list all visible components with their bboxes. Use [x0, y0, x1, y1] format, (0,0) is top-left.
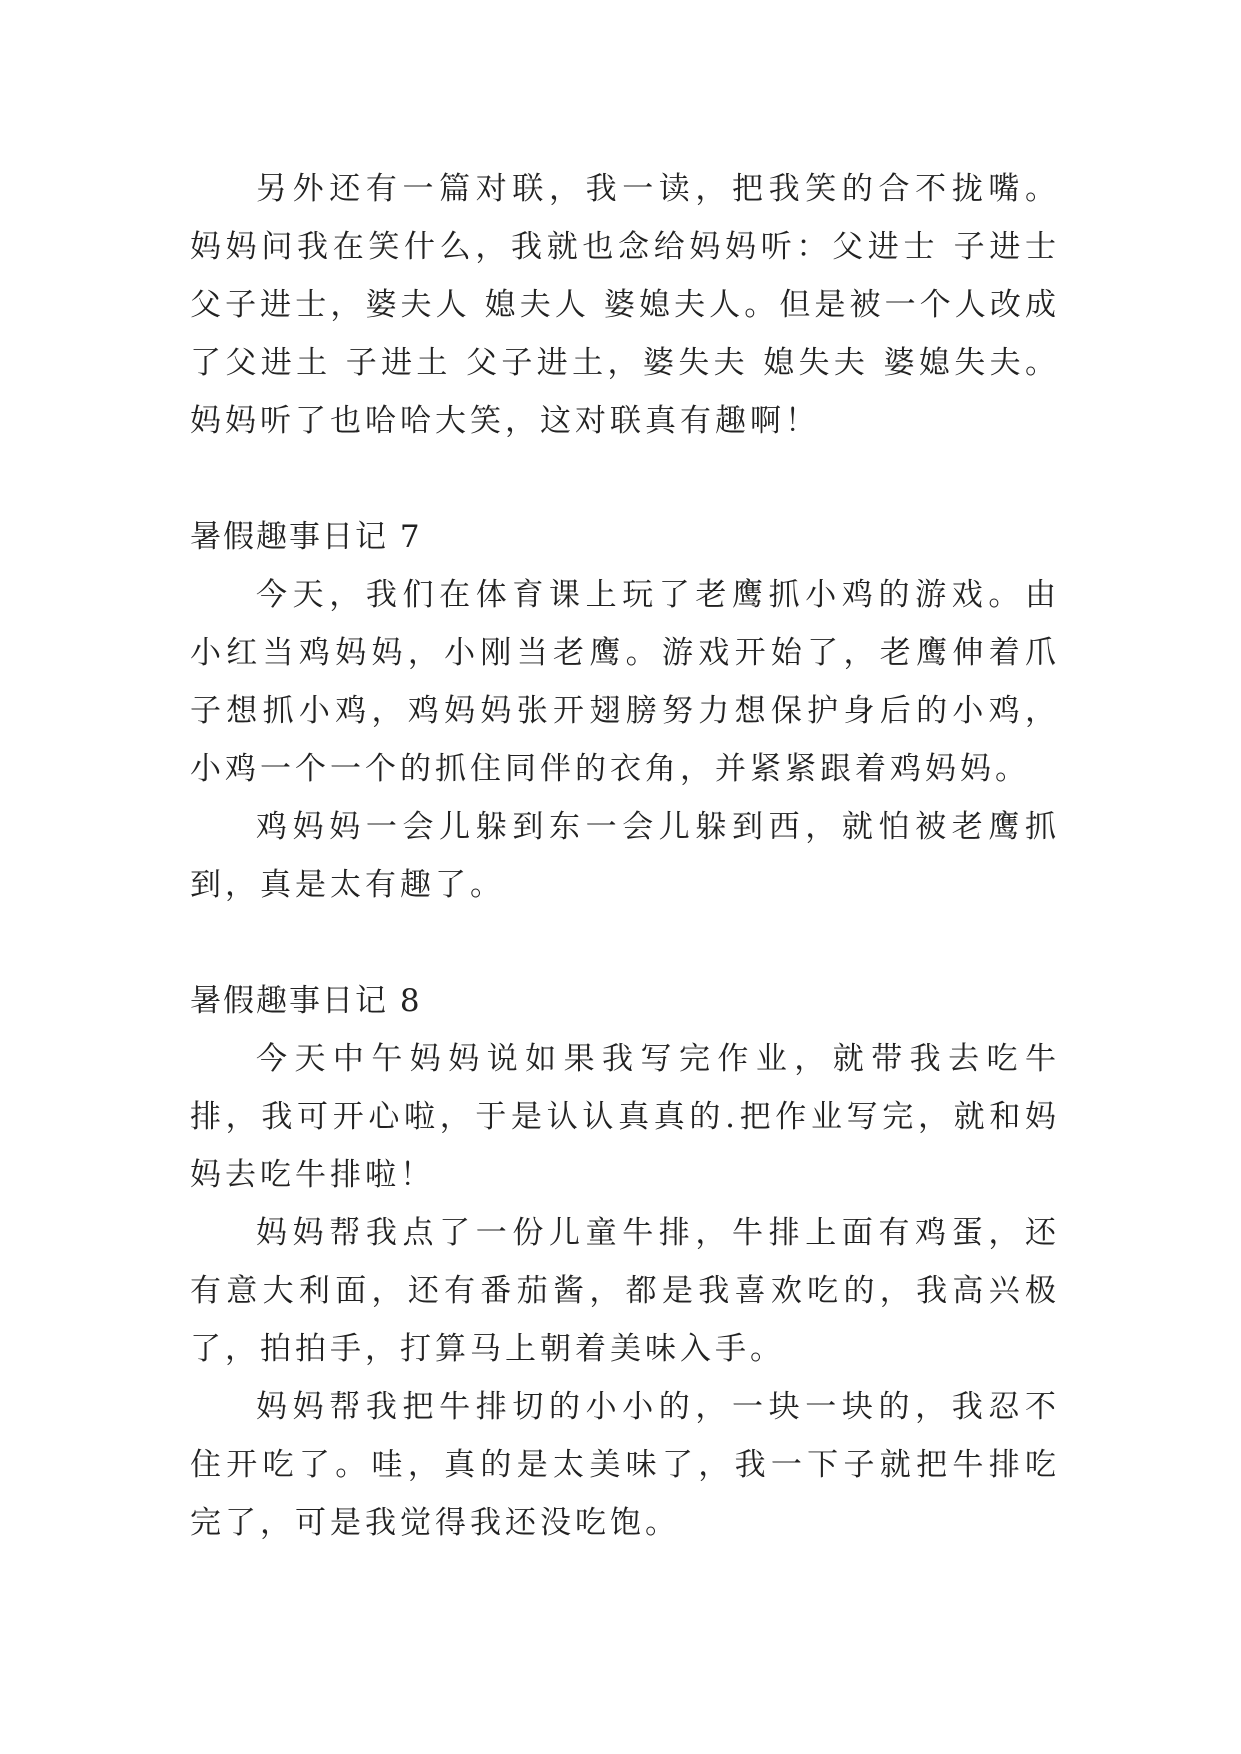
document-body	[190, 160, 1060, 1552]
diary-8-paragraph-3: 妈妈帮我把牛排切的小小的，一块一块的，我忍不住开吃了。哇，真的是太美味了，我一下子就把牛排吃完了，可是我觉得我还没吃饱。	[190, 1389, 1060, 1541]
diary-7-paragraph-1: 今天，我们在体育课上玩了老鹰抓小鸡的游戏。由小红当鸡妈妈，小刚当老鹰。游戏开始了，老鹰伸着爪子想抓小鸡，鸡妈妈张开翅膀努力想保护身后的小鸡，小鸡一个一个的抓住同伴的衣角，并紧紧跟着鸡妈妈。	[190, 577, 1060, 787]
diary-8-paragraph-2: 妈妈帮我点了一份儿童牛排，牛排上面有鸡蛋，还有意大利面，还有番茄酱，都是我喜欢吃的，我高兴极了，拍拍手，打算马上朝着美味入手。	[190, 1215, 1060, 1367]
section-spacer	[190, 450, 1060, 508]
section-spacer	[190, 914, 1060, 972]
couplet-paragraph: 另外还有一篇对联，我一读，把我笑的合不拢嘴。妈妈问我在笑什么，我就也念给妈妈听：父进士 子进士 父子进士，婆夫人 媳夫人 婆媳夫人。但是被一个人改成了父进土 子进土 父子进土，婆失夫 媳失夫 婆媳失夫。妈妈听了也哈哈大笑，这对联真有趣啊！	[190, 171, 1060, 439]
diary-8-title: 暑假趣事日记 8	[190, 983, 422, 1019]
diary-8-paragraph-1: 今天中午妈妈说如果我写完作业，就带我去吃牛排，我可开心啦，于是认认真真的.把作业写完，就和妈妈去吃牛排啦！	[190, 1041, 1060, 1193]
diary-7-paragraph-2: 鸡妈妈一会儿躲到东一会儿躲到西，就怕被老鹰抓到，真是太有趣了。	[190, 809, 1060, 903]
diary-7-title: 暑假趣事日记 7	[190, 519, 422, 555]
